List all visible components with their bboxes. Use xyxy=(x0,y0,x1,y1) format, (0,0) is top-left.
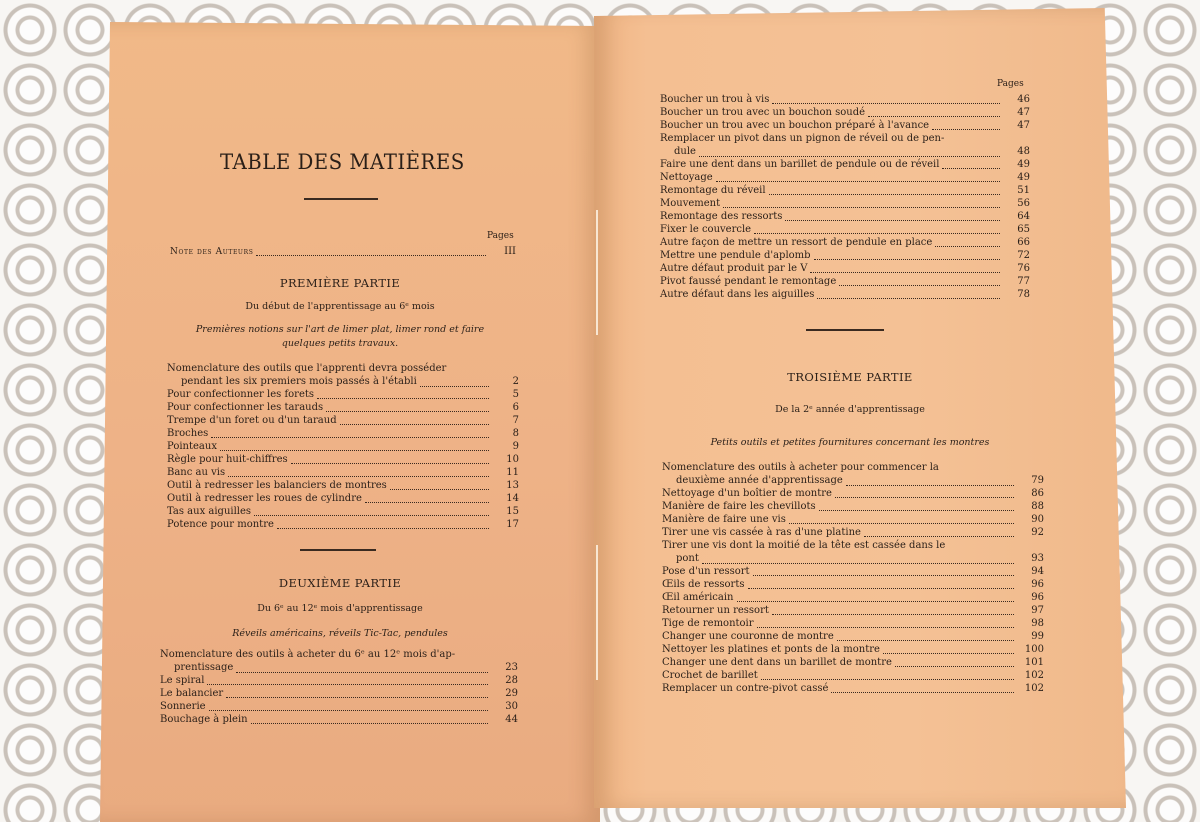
leader-dots xyxy=(814,259,1000,260)
toc-entry-label: Nettoyage xyxy=(660,172,713,183)
toc-entry-page: 30 xyxy=(505,701,518,712)
toc-entry-page: 86 xyxy=(1031,488,1044,499)
toc-entry-label: Nomenclature des outils à acheter pour commencer la xyxy=(662,462,939,473)
leader-dots xyxy=(846,485,1014,486)
toc-entry-page: 47 xyxy=(1017,107,1030,118)
leader-dots xyxy=(251,723,488,724)
toc-entry xyxy=(662,605,1044,618)
toc-entry-label: Pour confectionner les tarauds xyxy=(167,402,324,413)
leader-dots xyxy=(819,510,1014,511)
toc-entry xyxy=(660,94,1030,107)
toc-entry-page: 76 xyxy=(1017,263,1030,274)
leader-dots xyxy=(932,129,1000,130)
toc-entry-label: Outil à redresser les roues de cylindre xyxy=(167,493,362,504)
toc-entry xyxy=(167,493,519,506)
toc-entry-page: 94 xyxy=(1031,566,1044,577)
toc-list-part3 xyxy=(662,462,1044,696)
leader-dots xyxy=(326,411,489,412)
toc-entry-page: 51 xyxy=(1017,185,1030,196)
toc-entry xyxy=(662,566,1044,579)
toc-entry-page: 72 xyxy=(1017,250,1030,261)
toc-entry-page: 99 xyxy=(1031,631,1044,642)
toc-entry-label: Boucher un trou à vis xyxy=(660,94,770,105)
leader-dots xyxy=(831,692,1014,693)
toc-entry-label: Retourner un ressort xyxy=(662,605,769,616)
leader-dots xyxy=(757,627,1014,628)
toc-entry xyxy=(660,237,1030,250)
toc-entry-label: Remontage du réveil xyxy=(660,185,766,196)
toc-entry xyxy=(160,675,518,688)
toc-entry-label: Nettoyage d'un boîtier de montre xyxy=(662,488,832,499)
toc-entry-label: Manière de faire une vis xyxy=(662,514,786,525)
toc-entry-page: 14 xyxy=(506,493,519,504)
leader-dots xyxy=(753,575,1014,576)
toc-entry xyxy=(662,514,1044,527)
part-subtitle: Du 6ᵉ au 12ᵉ mois d'apprentissage xyxy=(257,603,423,614)
pages-header: Pages xyxy=(487,231,514,241)
toc-entry-page: 101 xyxy=(1024,657,1044,668)
leader-dots xyxy=(942,168,1000,169)
leader-dots xyxy=(868,116,1000,117)
toc-entry-page: 8 xyxy=(512,428,519,439)
toc-entry-label: Potence pour montre xyxy=(167,519,274,530)
toc-entry xyxy=(167,506,519,519)
toc-entry-page: 23 xyxy=(505,662,518,673)
leader-dots xyxy=(895,666,1014,667)
leader-dots xyxy=(723,207,1000,208)
toc-entry xyxy=(660,276,1030,289)
leader-dots xyxy=(810,272,1000,273)
toc-entry-label: Mettre une pendule d'aplomb xyxy=(660,250,811,261)
toc-entry-label: Boucher un trou avec un bouchon préparé à l'avance xyxy=(660,120,930,131)
toc-entry xyxy=(662,592,1044,605)
toc-entry-label: Broches xyxy=(167,428,209,439)
part-intro: Réveils américains, réveils Tic-Tac, pendules xyxy=(232,628,448,639)
toc-entry-page: 92 xyxy=(1031,527,1044,538)
toc-entry-page: 66 xyxy=(1017,237,1030,248)
part-intro: Premières notions sur l'art de limer plat, limer rond et faire xyxy=(195,324,485,335)
leader-dots xyxy=(754,233,1000,234)
toc-entry xyxy=(662,644,1044,657)
leader-dots xyxy=(228,476,489,477)
toc-list-part1 xyxy=(167,363,519,532)
toc-entry xyxy=(660,185,1030,198)
toc-entry-label-cont: pont xyxy=(676,553,699,564)
leader-dots xyxy=(772,103,1000,104)
leader-dots xyxy=(226,697,488,698)
toc-entry xyxy=(660,159,1030,172)
toc-entry-label: Pose d'un ressort xyxy=(662,566,750,577)
part-title: TROISIÈME PARTIE xyxy=(787,370,913,384)
toc-entry-page: 10 xyxy=(506,454,519,465)
binding-stitch xyxy=(596,545,598,680)
leader-dots xyxy=(277,528,489,529)
binding-stitch xyxy=(596,210,598,335)
toc-entry-page: 13 xyxy=(506,480,519,491)
leader-dots xyxy=(883,653,1014,654)
toc-entry-label: Sonnerie xyxy=(160,701,206,712)
toc-entry xyxy=(170,246,516,259)
toc-entry xyxy=(662,670,1044,683)
toc-entry-page: 97 xyxy=(1031,605,1044,616)
part-title: DEUXIÈME PARTIE xyxy=(278,576,402,590)
toc-entry xyxy=(167,363,519,389)
toc-entry-label: Nomenclature des outils à acheter du 6ᵉ au 12ᵉ mois d'ap- xyxy=(160,649,456,660)
leader-dots xyxy=(365,502,489,503)
toc-entry-page: 102 xyxy=(1024,683,1044,694)
toc-entry-label: Fixer le couvercle xyxy=(660,224,752,235)
toc-entry-label: Boucher un trou avec un bouchon soudé xyxy=(660,107,866,118)
toc-entry xyxy=(660,263,1030,276)
toc-entry xyxy=(167,441,519,454)
leader-dots xyxy=(207,684,488,685)
leader-dots xyxy=(209,710,488,711)
toc-entry xyxy=(662,501,1044,514)
toc-entry-label: Règle pour huit-chiffres xyxy=(167,454,288,465)
toc-entry-page: 88 xyxy=(1031,501,1044,512)
toc-entry xyxy=(660,289,1030,302)
toc-entry xyxy=(160,701,518,714)
toc-entry-page: 65 xyxy=(1017,224,1030,235)
toc-entry-page: 96 xyxy=(1031,579,1044,590)
leader-dots xyxy=(772,614,1014,615)
toc-entry-page: 64 xyxy=(1017,211,1030,222)
toc-entry-page: 9 xyxy=(512,441,519,452)
toc-entry-label-cont: pendant les six premiers mois passés à l'établi xyxy=(181,376,417,387)
toc-entry-label: Remontage des ressorts xyxy=(660,211,783,222)
leader-dots xyxy=(340,424,489,425)
leader-dots xyxy=(291,463,489,464)
toc-entry xyxy=(662,527,1044,540)
divider xyxy=(304,198,378,200)
toc-entry-label: Remplacer un pivot dans un pignon de réveil ou de pen- xyxy=(660,133,945,144)
leader-dots xyxy=(220,450,489,451)
pages-header: Pages xyxy=(997,79,1024,89)
toc-list-part2 xyxy=(160,649,518,727)
toc-entry-page: 11 xyxy=(506,467,519,478)
toc-entry xyxy=(662,462,1044,488)
toc-entry xyxy=(662,631,1044,644)
toc-entry xyxy=(662,618,1044,631)
toc-entry-page: 90 xyxy=(1031,514,1044,525)
toc-entry-label: Œil américain xyxy=(662,592,734,603)
toc-entry-page: 2 xyxy=(512,376,519,387)
toc-entry-label: Tirer une vis cassée à ras d'une platine xyxy=(662,527,861,538)
leader-dots xyxy=(254,515,489,516)
leader-dots xyxy=(748,588,1014,589)
leader-dots xyxy=(390,489,489,490)
leader-dots xyxy=(835,497,1014,498)
toc-entry-label: Le balancier xyxy=(160,688,224,699)
toc-entry-page: 49 xyxy=(1017,172,1030,183)
toc-entry-page: 47 xyxy=(1017,120,1030,131)
toc-entry xyxy=(660,133,1030,159)
leader-dots xyxy=(761,679,1014,680)
toc-entry-label: Changer une couronne de montre xyxy=(662,631,834,642)
leader-dots xyxy=(839,285,1000,286)
toc-entry xyxy=(660,172,1030,185)
toc-entry xyxy=(660,250,1030,263)
toc-entry-page: 56 xyxy=(1017,198,1030,209)
part-subtitle: De la 2ᵉ année d'apprentissage xyxy=(775,404,925,415)
toc-entry-page: 29 xyxy=(505,688,518,699)
leader-dots xyxy=(935,246,1000,247)
leader-dots xyxy=(211,437,489,438)
toc-entry-label-cont: dule xyxy=(674,146,696,157)
toc-entry xyxy=(662,683,1044,696)
toc-entry-label: Outil à redresser les balanciers de montres xyxy=(167,480,387,491)
leader-dots xyxy=(864,536,1014,537)
toc-entry xyxy=(662,657,1044,670)
toc-entry-page: 6 xyxy=(512,402,519,413)
toc-entry-page: III xyxy=(504,246,516,257)
toc-entry-label: Le spiral xyxy=(160,675,205,686)
toc-entry xyxy=(167,519,519,532)
toc-entry xyxy=(167,480,519,493)
leader-dots xyxy=(785,220,1000,221)
toc-entry-page: 15 xyxy=(506,506,519,517)
author-note-list xyxy=(170,246,516,259)
part-intro: quelques petits travaux. xyxy=(281,338,399,349)
toc-entry xyxy=(160,649,518,675)
toc-entry-label: Trempe d'un foret ou d'un taraud xyxy=(167,415,337,426)
toc-entry-label: Tige de remontoir xyxy=(662,618,754,629)
leader-dots xyxy=(702,563,1014,564)
toc-entry-label: Nettoyer les platines et ponts de la montre xyxy=(662,644,880,655)
toc-entry-page: 98 xyxy=(1031,618,1044,629)
toc-entry xyxy=(662,540,1044,566)
divider xyxy=(300,549,376,551)
toc-entry-label: Autre défaut dans les aiguilles xyxy=(660,289,815,300)
leader-dots xyxy=(317,398,489,399)
toc-entry-label: Pour confectionner les forets xyxy=(167,389,315,400)
toc-entry xyxy=(660,198,1030,211)
toc-entry-page: 78 xyxy=(1017,289,1030,300)
toc-entry-page: 28 xyxy=(505,675,518,686)
leader-dots xyxy=(256,255,486,256)
toc-entry-label: Manière de faire les chevillots xyxy=(662,501,816,512)
toc-entry xyxy=(660,120,1030,133)
toc-entry-page: 5 xyxy=(512,389,519,400)
toc-entry-label: Autre défaut produit par le V xyxy=(660,263,808,274)
toc-entry-label-cont: prentissage xyxy=(174,662,234,673)
toc-entry xyxy=(660,211,1030,224)
toc-entry xyxy=(167,402,519,415)
toc-list-continued xyxy=(660,94,1030,302)
toc-entry-label: Bouchage à plein xyxy=(160,714,248,725)
toc-entry-label: Pivot faussé pendant le remontage xyxy=(660,276,837,287)
toc-entry xyxy=(167,389,519,402)
toc-entry xyxy=(167,454,519,467)
toc-entry-page: 49 xyxy=(1017,159,1030,170)
toc-entry xyxy=(167,428,519,441)
toc-entry-page: 48 xyxy=(1017,146,1030,157)
toc-entry-label: Crochet de barillet xyxy=(662,670,758,681)
toc-entry-label-cont: deuxième année d'apprentissage xyxy=(676,475,843,486)
page-title: TABLE DES MATIÈRES xyxy=(220,150,465,174)
leader-dots xyxy=(769,194,1000,195)
toc-entry-page: 102 xyxy=(1024,670,1044,681)
toc-entry xyxy=(160,714,518,727)
toc-entry xyxy=(160,688,518,701)
toc-entry-label: Autre façon de mettre un ressort de pendule en place xyxy=(660,237,933,248)
leader-dots xyxy=(737,601,1014,602)
toc-entry xyxy=(662,488,1044,501)
toc-entry xyxy=(660,107,1030,120)
toc-entry-label: Banc au vis xyxy=(167,467,226,478)
toc-entry-page: 7 xyxy=(512,415,519,426)
leader-dots xyxy=(236,672,488,673)
toc-entry-label: Œils de ressorts xyxy=(662,579,745,590)
part-intro: Petits outils et petites fournitures concernant les montres xyxy=(710,437,990,448)
toc-entry xyxy=(662,579,1044,592)
toc-entry-label: Faire une dent dans un barillet de pendule ou de réveil xyxy=(660,159,940,170)
part-subtitle: Du début de l'apprentissage au 6ᵉ mois xyxy=(245,301,435,312)
toc-entry-label: Changer une dent dans un barillet de montre xyxy=(662,657,892,668)
toc-entry-label: Mouvement xyxy=(660,198,721,209)
toc-entry-page: 93 xyxy=(1031,553,1044,564)
toc-entry-label: Remplacer un contre-pivot cassé xyxy=(662,683,829,694)
part-title: PREMIÈRE PARTIE xyxy=(279,276,401,290)
toc-entry-page: 77 xyxy=(1017,276,1030,287)
leader-dots xyxy=(789,523,1014,524)
toc-entry-page: 17 xyxy=(506,519,519,530)
toc-entry-label: Tas aux aiguilles xyxy=(167,506,252,517)
toc-entry-page: 100 xyxy=(1024,644,1044,655)
toc-entry xyxy=(660,224,1030,237)
toc-entry xyxy=(167,415,519,428)
toc-entry xyxy=(167,467,519,480)
leader-dots xyxy=(699,156,1000,157)
toc-entry-label: Tirer une vis dont la moitié de la tête est cassée dans le xyxy=(662,540,946,551)
toc-entry-page: 96 xyxy=(1031,592,1044,603)
toc-entry-label: Note des Auteurs xyxy=(170,247,254,257)
toc-entry-label: Pointeaux xyxy=(167,441,217,452)
leader-dots xyxy=(837,640,1014,641)
toc-entry-page: 44 xyxy=(505,714,518,725)
leader-dots xyxy=(716,181,1000,182)
leader-dots xyxy=(420,386,489,387)
leader-dots xyxy=(817,298,1000,299)
toc-entry-label: Nomenclature des outils que l'apprenti devra posséder xyxy=(167,363,447,374)
toc-entry-page: 46 xyxy=(1017,94,1030,105)
toc-entry-page: 79 xyxy=(1031,475,1044,486)
divider xyxy=(806,329,884,331)
